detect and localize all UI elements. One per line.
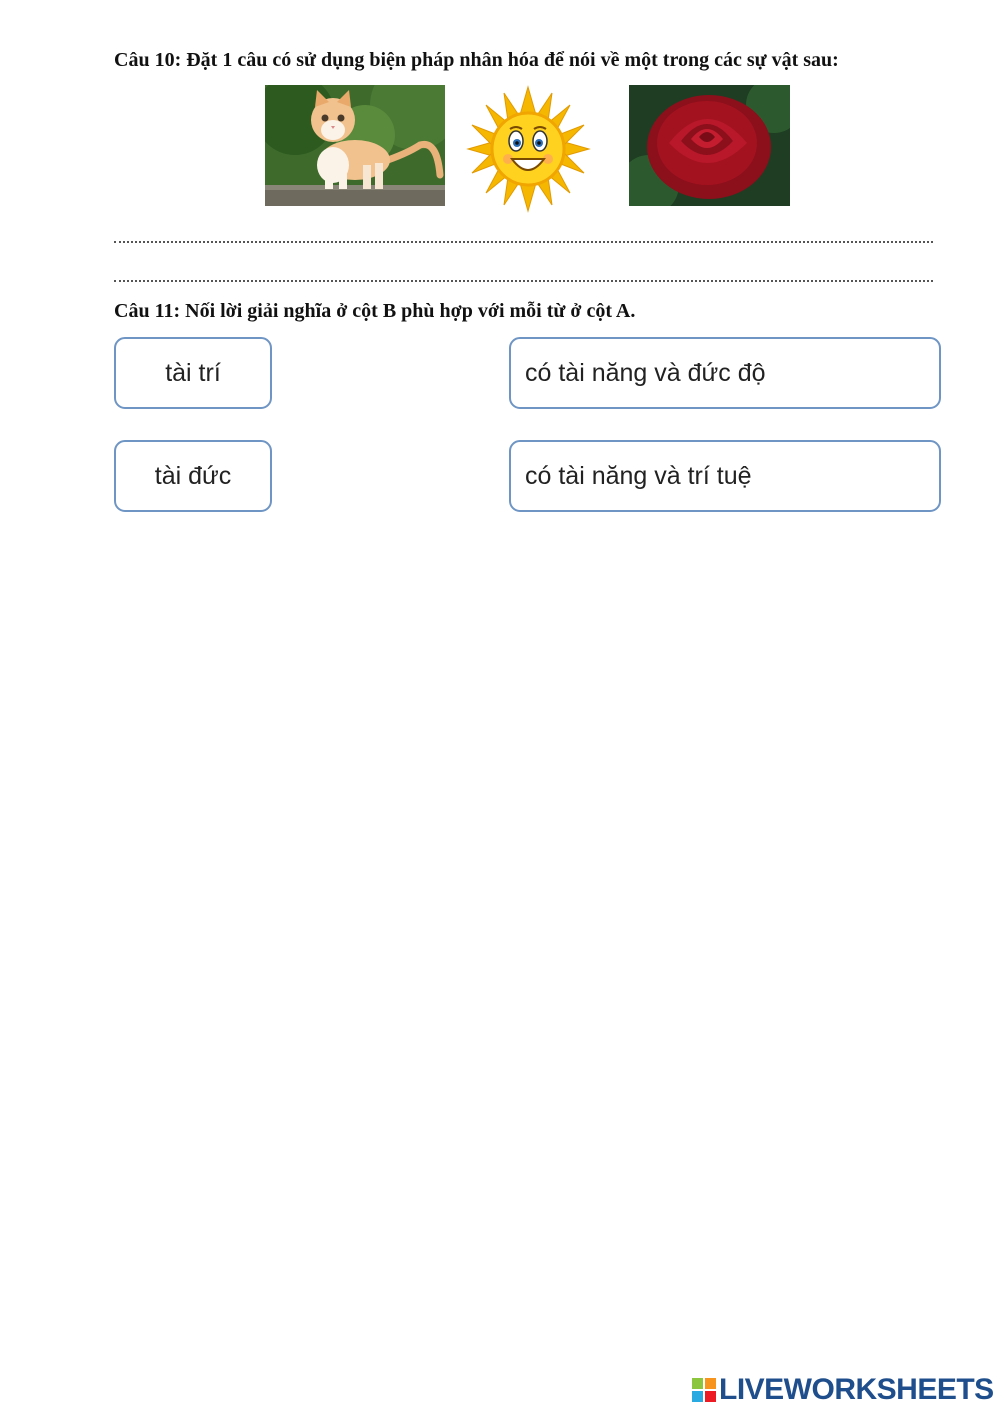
answer-line[interactable] xyxy=(114,241,933,243)
red-rose-photo xyxy=(629,85,790,206)
column-b-item-tai-nang-duc-do[interactable]: có tài năng và đức độ xyxy=(509,337,941,409)
column-b-item-tai-nang-tri-tue[interactable]: có tài năng và trí tuệ xyxy=(509,440,941,512)
smiling-sun-icon xyxy=(466,85,591,213)
answer-line[interactable] xyxy=(114,280,933,282)
question-10-title: Câu 10: Đặt 1 câu có sử dụng biện pháp nhân hóa để nói về một trong các sự vật sau: xyxy=(114,49,839,71)
liveworksheets-logo-text: LIVEWORKSHEETS xyxy=(719,1373,994,1406)
liveworksheets-logo-icon xyxy=(692,1378,716,1402)
question-11-title: Câu 11: Nối lời giải nghĩa ở cột B phù hợp với mỗi từ ở cột A. xyxy=(114,300,636,322)
liveworksheets-logo xyxy=(692,1373,994,1407)
column-a-item-tai-tri[interactable]: tài trí xyxy=(114,337,272,409)
column-a-item-tai-duc[interactable]: tài đức xyxy=(114,440,272,512)
cat-photo xyxy=(265,85,445,206)
